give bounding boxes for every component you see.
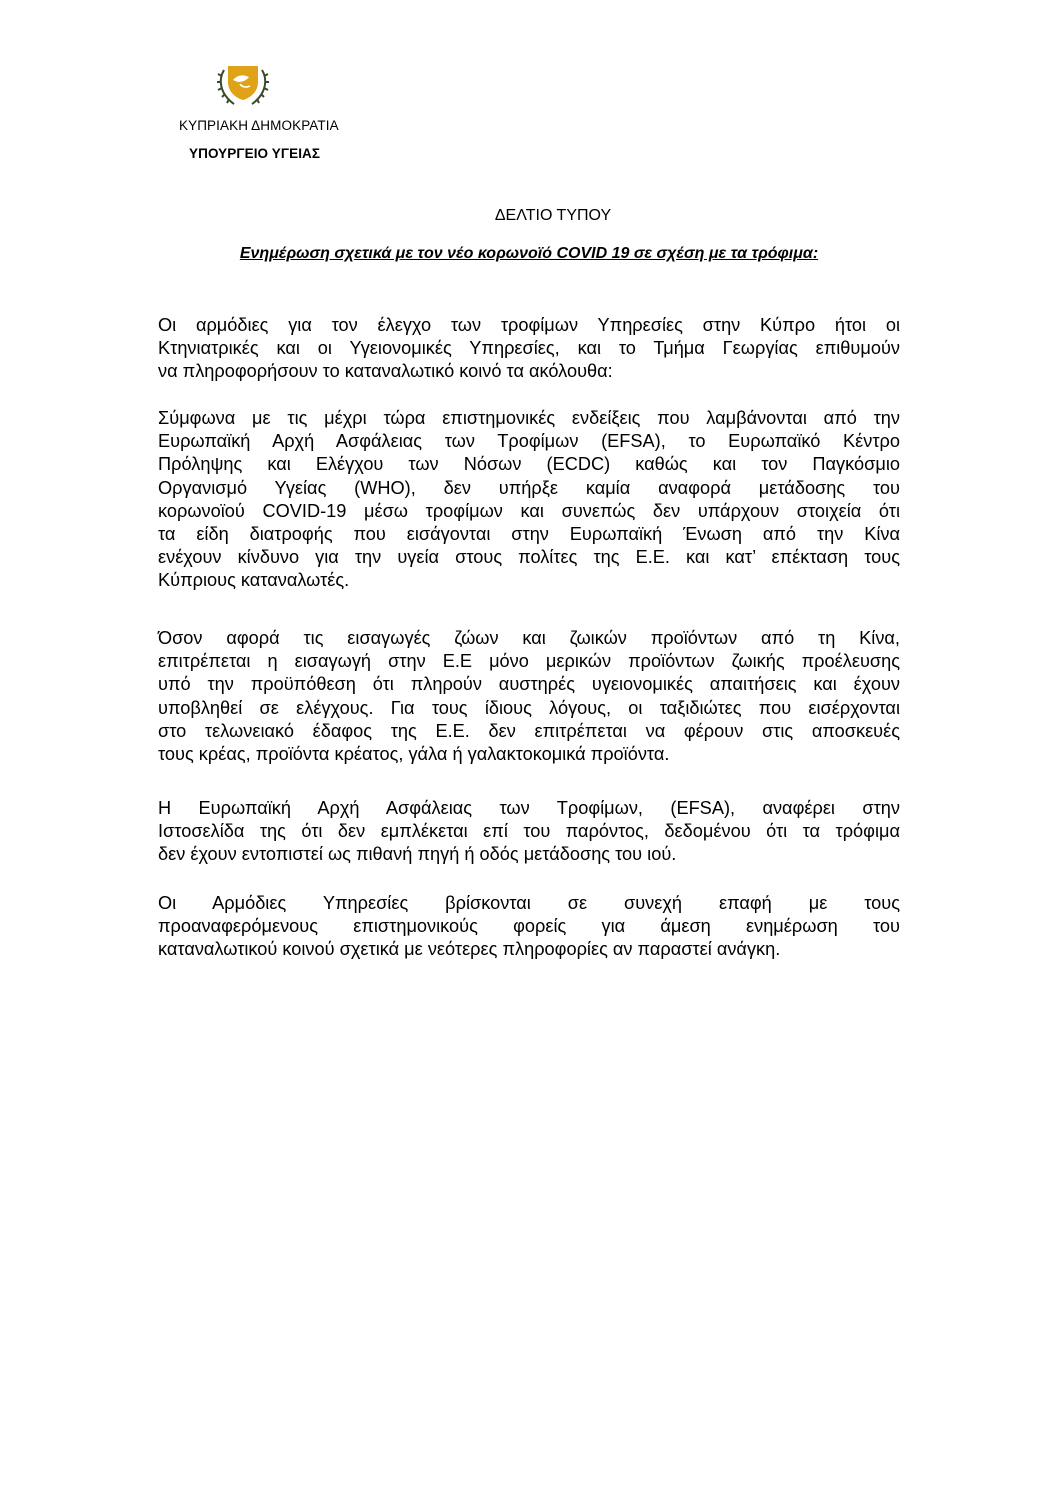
paragraph-2 xyxy=(158,407,900,593)
paragraph-line: Όσον αφορά τις εισαγωγές ζώων και ζωικών προϊόντων από τη Κίνα, xyxy=(158,628,900,648)
paragraph-line: στο τελωνειακό έδαφος της Ε.Ε. δεν επιτρέπεται να φέρουν στις αποσκευές xyxy=(158,720,900,741)
paragraph-1 xyxy=(158,314,900,384)
paragraph-line: Πρόληψης και Ελέγχου των Νόσων (ECDC) καθώς και τον Παγκόσμιο xyxy=(158,454,900,475)
paragraph-line: υπό την προϋπόθεση ότι πληρούν αυστηρές υγειονομικές απαιτήσεις και έχουν xyxy=(158,674,900,695)
coat-of-arms-emblem xyxy=(216,62,270,108)
paragraph-line: Ιστοσελίδα της ότι δεν εμπλέκεται επί του παρόντος, δεδομένου ότι τα τρόφιμα xyxy=(158,821,900,842)
paragraph-line: υποβληθεί σε ελέγχους. Για τους ίδιους λόγους, οι ταξιδιώτες που εισέρχονται xyxy=(158,697,900,718)
paragraph-line: Κύπριους καταναλωτές. xyxy=(158,570,350,591)
country-name: ΚΥΠΡΙΑΚΗ ΔΗΜΟΚΡΑΤΙΑ xyxy=(179,118,339,133)
paragraph-4 xyxy=(158,797,900,867)
paragraph-5 xyxy=(158,892,900,962)
paragraph-line: κορωνοϊού COVID-19 μέσω τροφίμων και συνεπώς δεν υπάρχουν στοιχεία ότι xyxy=(158,500,900,521)
ministry-name: ΥΠΟΥΡΓΕΙΟ ΥΓΕΙΑΣ xyxy=(189,146,321,161)
paragraph-line: Ευρωπαϊκή Αρχή Ασφάλειας των Τροφίμων (EFSA), το Ευρωπαϊκό Κέντρο xyxy=(158,431,900,452)
paragraph-line: καταναλωτικού κοινού σχετικά με νεότερες πληροφορίες αν παραστεί ανάγκη. xyxy=(158,939,781,960)
paragraph-line: να πληροφορήσουν το καταναλωτικό κοινό τα ακόλουθα: xyxy=(158,361,613,382)
document-title: ΔΕΛΤΙΟ ΤΥΠΟΥ xyxy=(494,207,612,224)
paragraph-line: Κτηνιατρικές και οι Υγειονομικές Υπηρεσίες, και το Τμήμα Γεωργίας επιθυμούν xyxy=(158,338,900,359)
paragraph-line: Σύμφωνα με τις μέχρι τώρα επιστημονικές ενδείξεις που λαμβάνονται από την xyxy=(158,408,900,428)
paragraph-line: προαναφερόμενους επιστημονικούς φορείς για άμεση ενημέρωση του xyxy=(158,916,900,937)
paragraph-line: Η Ευρωπαϊκή Αρχή Ασφάλειας των Τροφίμων, (EFSA), αναφέρει στην xyxy=(158,798,900,818)
paragraph-3 xyxy=(158,627,900,766)
paragraph-line: δεν έχουν εντοπιστεί ως πιθανή πηγή ή οδός μετάδοσης του ιού. xyxy=(158,844,677,865)
paragraph-line: τους κρέας, προϊόντα κρέατος, γάλα ή γαλακτοκομικά προϊόντα. xyxy=(158,744,670,765)
paragraph-line: επιτρέπεται η εισαγωγή στην Ε.Ε μόνο μερικών προϊόντων ζωικής προέλευσης xyxy=(158,651,900,672)
document-title-row xyxy=(0,207,1058,225)
paragraph-line: Οργανισμό Υγείας (WHO), δεν υπήρξε καμία αναφορά μετάδοσης του xyxy=(158,477,900,498)
paragraph-line: Οι αρμόδιες για τον έλεγχο των τροφίμων Υπηρεσίες στην Κύπρο ήτοι οι xyxy=(158,315,900,335)
paragraph-line: ενέχουν κίνδυνο για την υγεία στους πολίτες της Ε.Ε. και κατ’ επέκταση τους xyxy=(158,547,900,568)
paragraph-line: τα είδη διατροφής που εισάγονται στην Ευρωπαϊκή Ένωση από την Κίνα xyxy=(158,524,900,545)
document-subtitle: Ενημέρωση σχετικά με τον νέο κορωνοϊό COVID 19 σε σχέση με τα τρόφιμα: xyxy=(239,245,819,262)
paragraph-line: Οι Αρμόδιες Υπηρεσίες βρίσκονται σε συνεχή επαφή με τους xyxy=(158,893,900,913)
